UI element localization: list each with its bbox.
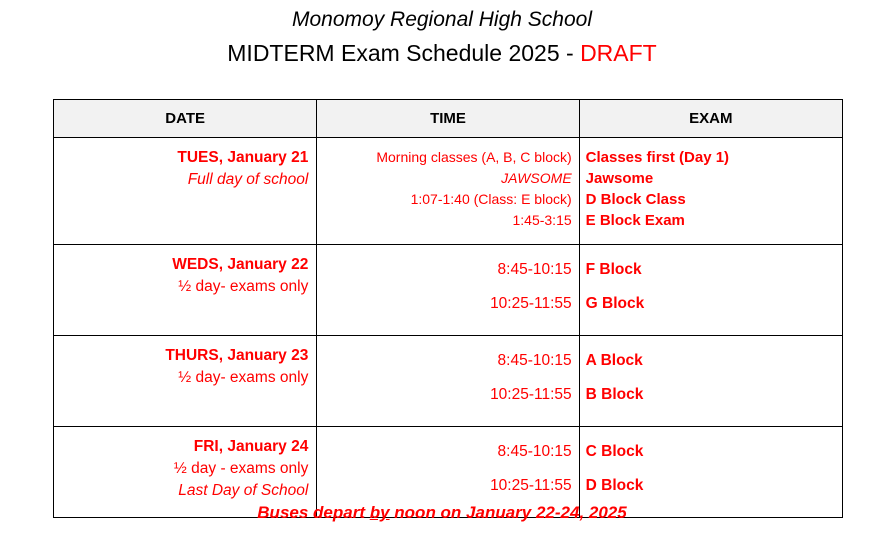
table-row <box>54 336 843 427</box>
date-note: ½ day - exams only <box>173 460 309 477</box>
header-exam: EXAM <box>579 100 842 138</box>
date-label: THURS, January 23 <box>165 347 309 364</box>
date-label: FRI, January 24 <box>193 438 309 455</box>
table-row <box>54 138 843 245</box>
exam-item: E Block Exam <box>585 212 685 229</box>
time-cell <box>317 336 579 427</box>
title-main: MIDTERM Exam Schedule 2025 - <box>227 40 581 66</box>
date-cell <box>54 336 317 427</box>
table-header-row <box>54 100 843 138</box>
time-slot: Morning classes (A, B, C block) <box>376 149 572 165</box>
date-note: ½ day- exams only <box>178 369 309 386</box>
date-note: ½ day- exams only <box>178 278 309 295</box>
header-date: DATE <box>54 100 317 138</box>
exam-cell <box>579 336 842 427</box>
time-cell <box>317 138 579 245</box>
time-slot: 10:25-11:55 <box>490 295 572 312</box>
draft-label: DRAFT <box>580 40 657 66</box>
date-label: TUES, January 21 <box>177 149 309 166</box>
date-note: Full day of school <box>187 171 309 188</box>
exam-item: D Block Class <box>585 191 686 208</box>
time-slot: JAWSOME <box>501 170 572 186</box>
header-time: TIME <box>317 100 579 138</box>
time-slot: 10:25-11:55 <box>490 386 572 403</box>
time-slot: 8:45-10:15 <box>497 443 572 460</box>
exam-item: C Block <box>585 443 644 460</box>
page-title <box>0 40 884 67</box>
date-note: Last Day of School <box>178 482 309 499</box>
date-label: WEDS, January 22 <box>172 256 309 273</box>
exam-item: G Block <box>585 295 645 312</box>
exam-item: D Block <box>585 477 644 494</box>
time-cell <box>317 245 579 336</box>
exam-item: Classes first (Day 1) <box>585 149 730 166</box>
time-slot: 8:45-10:15 <box>497 261 572 278</box>
exam-item: B Block <box>585 386 644 403</box>
date-cell <box>54 138 317 245</box>
table-row <box>54 245 843 336</box>
bus-notice <box>0 503 884 523</box>
school-name: Monomoy Regional High School <box>292 8 592 31</box>
bus-notice-end: noon on January 22-24, 2025 <box>389 503 627 522</box>
bus-notice-underlined: by <box>369 503 390 522</box>
exam-item: A Block <box>585 352 643 369</box>
exam-cell <box>579 245 842 336</box>
exam-item: F Block <box>585 261 642 278</box>
exam-item: Jawsome <box>585 170 654 187</box>
bus-notice-start: Buses depart <box>257 503 370 522</box>
exam-schedule-table <box>53 99 843 518</box>
time-slot: 1:07-1:40 (Class: E block) <box>410 191 572 207</box>
time-slot: 1:45-3:15 <box>512 212 572 228</box>
time-slot: 8:45-10:15 <box>497 352 572 369</box>
time-slot: 10:25-11:55 <box>490 477 572 494</box>
exam-cell <box>579 138 842 245</box>
date-cell <box>54 245 317 336</box>
